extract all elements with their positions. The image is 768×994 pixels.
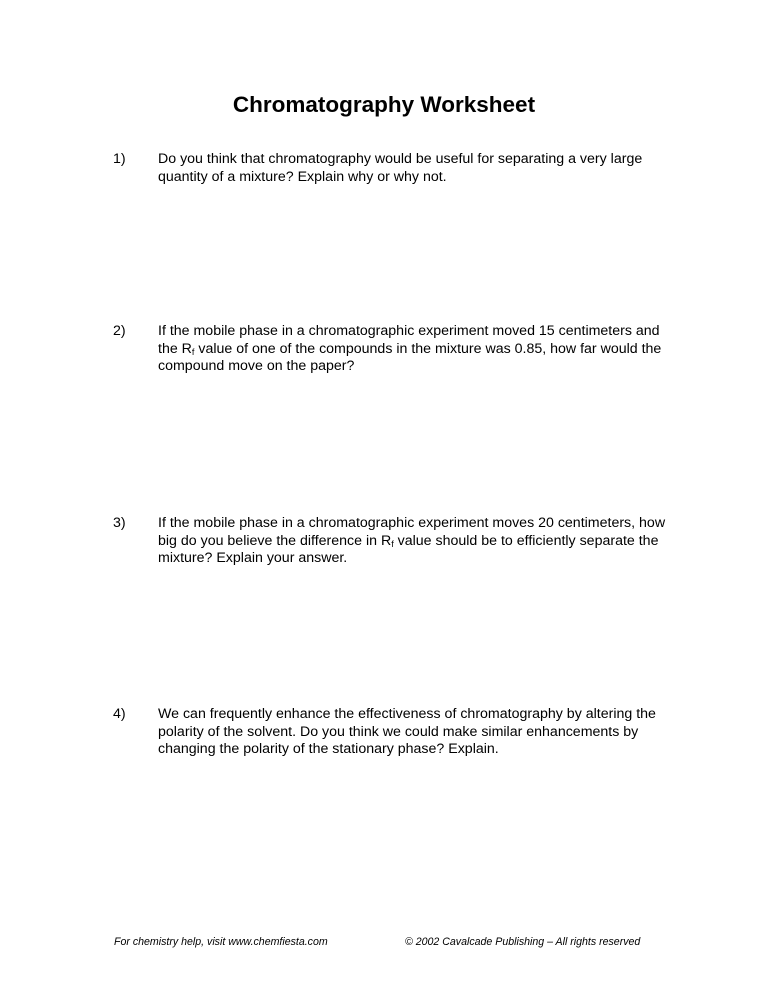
question-number: 4)	[113, 706, 126, 722]
question-number: 1)	[113, 151, 126, 167]
question-number: 2)	[113, 323, 126, 339]
rf-subscript: f	[391, 538, 394, 549]
question-text-part: value should be to efficiently separate the mixture? Explain your answer.	[158, 532, 659, 566]
rf-subscript: f	[191, 346, 195, 357]
question-text: Do you think that chromatography would be useful for separating a very large quantity of a mixture? Explain why or why not.	[158, 151, 643, 185]
question-text-part: If the mobile phase in a chromatographic experiment moved 15 centimeters and the R	[158, 323, 660, 357]
question-text	[158, 515, 673, 568]
question-number: 3)	[113, 515, 126, 531]
question-text-part: value of one of the compounds in the mixture was 0.85, how far would the compound move on the paper?	[158, 340, 662, 374]
footer-copyright: © 2002 Cavalcade Publishing – All rights reserved	[405, 936, 641, 948]
question-text	[158, 323, 673, 376]
question-text: We can frequently enhance the effectiveness of chromatography by altering the polarity of the solvent. Do you think we could make similar enhancements by changing the polarity of the stationary phase? Explain.	[158, 706, 656, 757]
page-title: Chromatography Worksheet	[232, 92, 536, 117]
footer-help-link-text: For chemistry help, visit www.chemfiesta.com	[114, 936, 328, 948]
question-text-part: If the mobile phase in a chromatographic experiment moves 20 centimeters, how big do you believe the difference in R	[158, 515, 666, 549]
